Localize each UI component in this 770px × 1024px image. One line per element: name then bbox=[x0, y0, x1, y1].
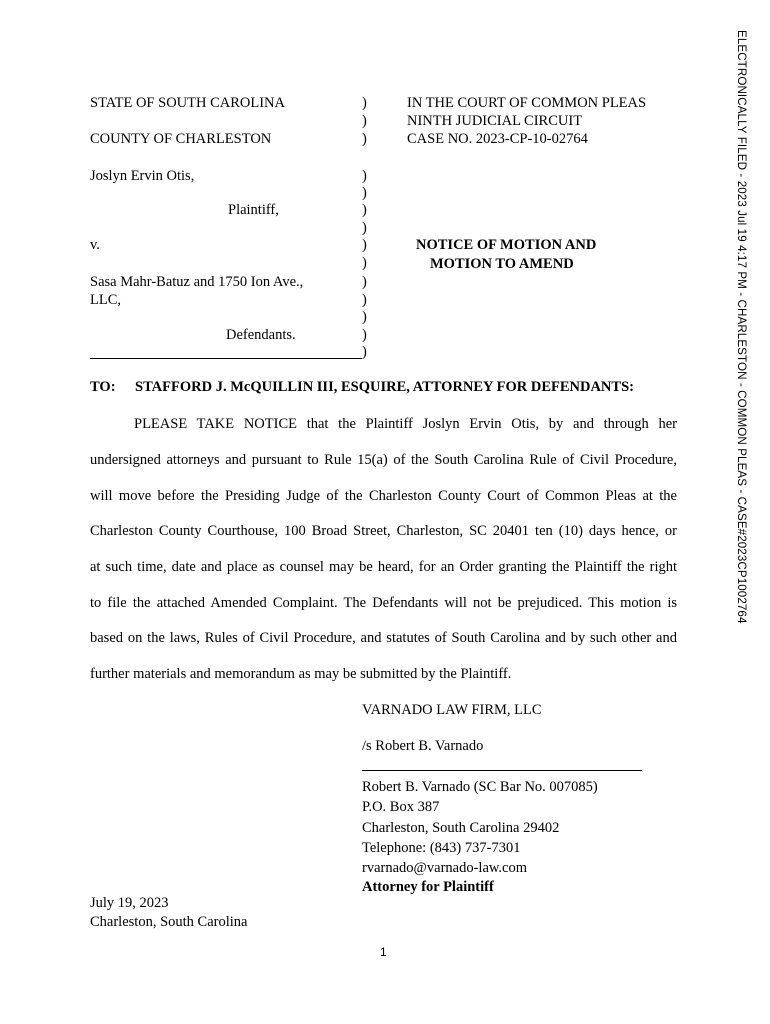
body-line: further materials and memorandum as may be submitted by the Plaintiff. bbox=[90, 666, 512, 682]
attorney-email: rvarnado@varnado-law.com bbox=[362, 860, 527, 876]
caption-underline bbox=[90, 358, 362, 359]
circuit-name: NINTH JUDICIAL CIRCUIT bbox=[407, 113, 583, 129]
body-line: to file the attached Amended Complaint. The Defendants will not be prejudiced. This motion is bbox=[90, 595, 677, 611]
body-line: at such time, date and place as counsel may be heard, for an Order granting the Plaintiff the right bbox=[90, 559, 677, 575]
document-title-line-1: NOTICE OF MOTION AND bbox=[416, 237, 597, 253]
signature-line bbox=[362, 770, 642, 771]
body-line: PLEASE TAKE NOTICE that the Plaintiff Joslyn Ervin Otis, by and through her bbox=[134, 416, 677, 432]
body-line: undersigned attorneys and pursuant to Rule 15(a) of the South Carolina Rule of Civil Procedure, bbox=[90, 452, 677, 468]
case-number: CASE NO. 2023-CP-10-02764 bbox=[407, 131, 588, 147]
court-name: IN THE COURT OF COMMON PLEAS bbox=[407, 95, 647, 111]
attorney-phone: Telephone: (843) 737-7301 bbox=[362, 840, 521, 856]
versus: v. bbox=[90, 237, 100, 253]
page-number: 1 bbox=[380, 945, 387, 959]
defendants-line-1: Sasa Mahr-Batuz and 1750 Ion Ave., bbox=[90, 274, 304, 290]
to-label: TO: bbox=[90, 379, 116, 395]
county-label: COUNTY OF CHARLESTON bbox=[90, 131, 272, 147]
defendants-role: Defendants. bbox=[226, 327, 296, 343]
to-recipient: STAFFORD J. McQUILLIN III, ESQUIRE, ATTORNEY FOR DEFENDANTS: bbox=[135, 379, 634, 395]
plaintiff-name: Joslyn Ervin Otis, bbox=[90, 168, 195, 184]
defendants-line-2: LLC, bbox=[90, 292, 122, 308]
attorney-po-box: P.O. Box 387 bbox=[362, 799, 440, 815]
state-label: STATE OF SOUTH CAROLINA bbox=[90, 95, 285, 111]
law-firm-name: VARNADO LAW FIRM, LLC bbox=[362, 702, 542, 718]
body-line: Charleston County Courthouse, 100 Broad Street, Charleston, SC 20401 ten (10) days hence, or bbox=[90, 523, 677, 539]
document-title-line-2: MOTION TO AMEND bbox=[430, 256, 574, 272]
body-line: based on the laws, Rules of Civil Procedure, and statutes of South Carolina and by such other and bbox=[90, 630, 677, 646]
electronic-signature: /s Robert B. Varnado bbox=[362, 738, 484, 754]
electronic-filing-stamp: ELECTRONICALLY FILED - 2023 Jul 19 4:17 PM - CHARLESTON - COMMON PLEAS - CASE#2023CP1002764 bbox=[735, 30, 748, 624]
plaintiff-role: Plaintiff, bbox=[228, 202, 279, 218]
document-place: Charleston, South Carolina bbox=[90, 914, 248, 930]
document-date: July 19, 2023 bbox=[90, 895, 169, 911]
body-line: will move before the Presiding Judge of the Charleston County Court of Common Pleas at the bbox=[90, 488, 677, 504]
attorney-city: Charleston, South Carolina 29402 bbox=[362, 820, 560, 836]
attorney-name-bar: Robert B. Varnado (SC Bar No. 007085) bbox=[362, 779, 598, 795]
attorney-role: Attorney for Plaintiff bbox=[362, 879, 494, 895]
